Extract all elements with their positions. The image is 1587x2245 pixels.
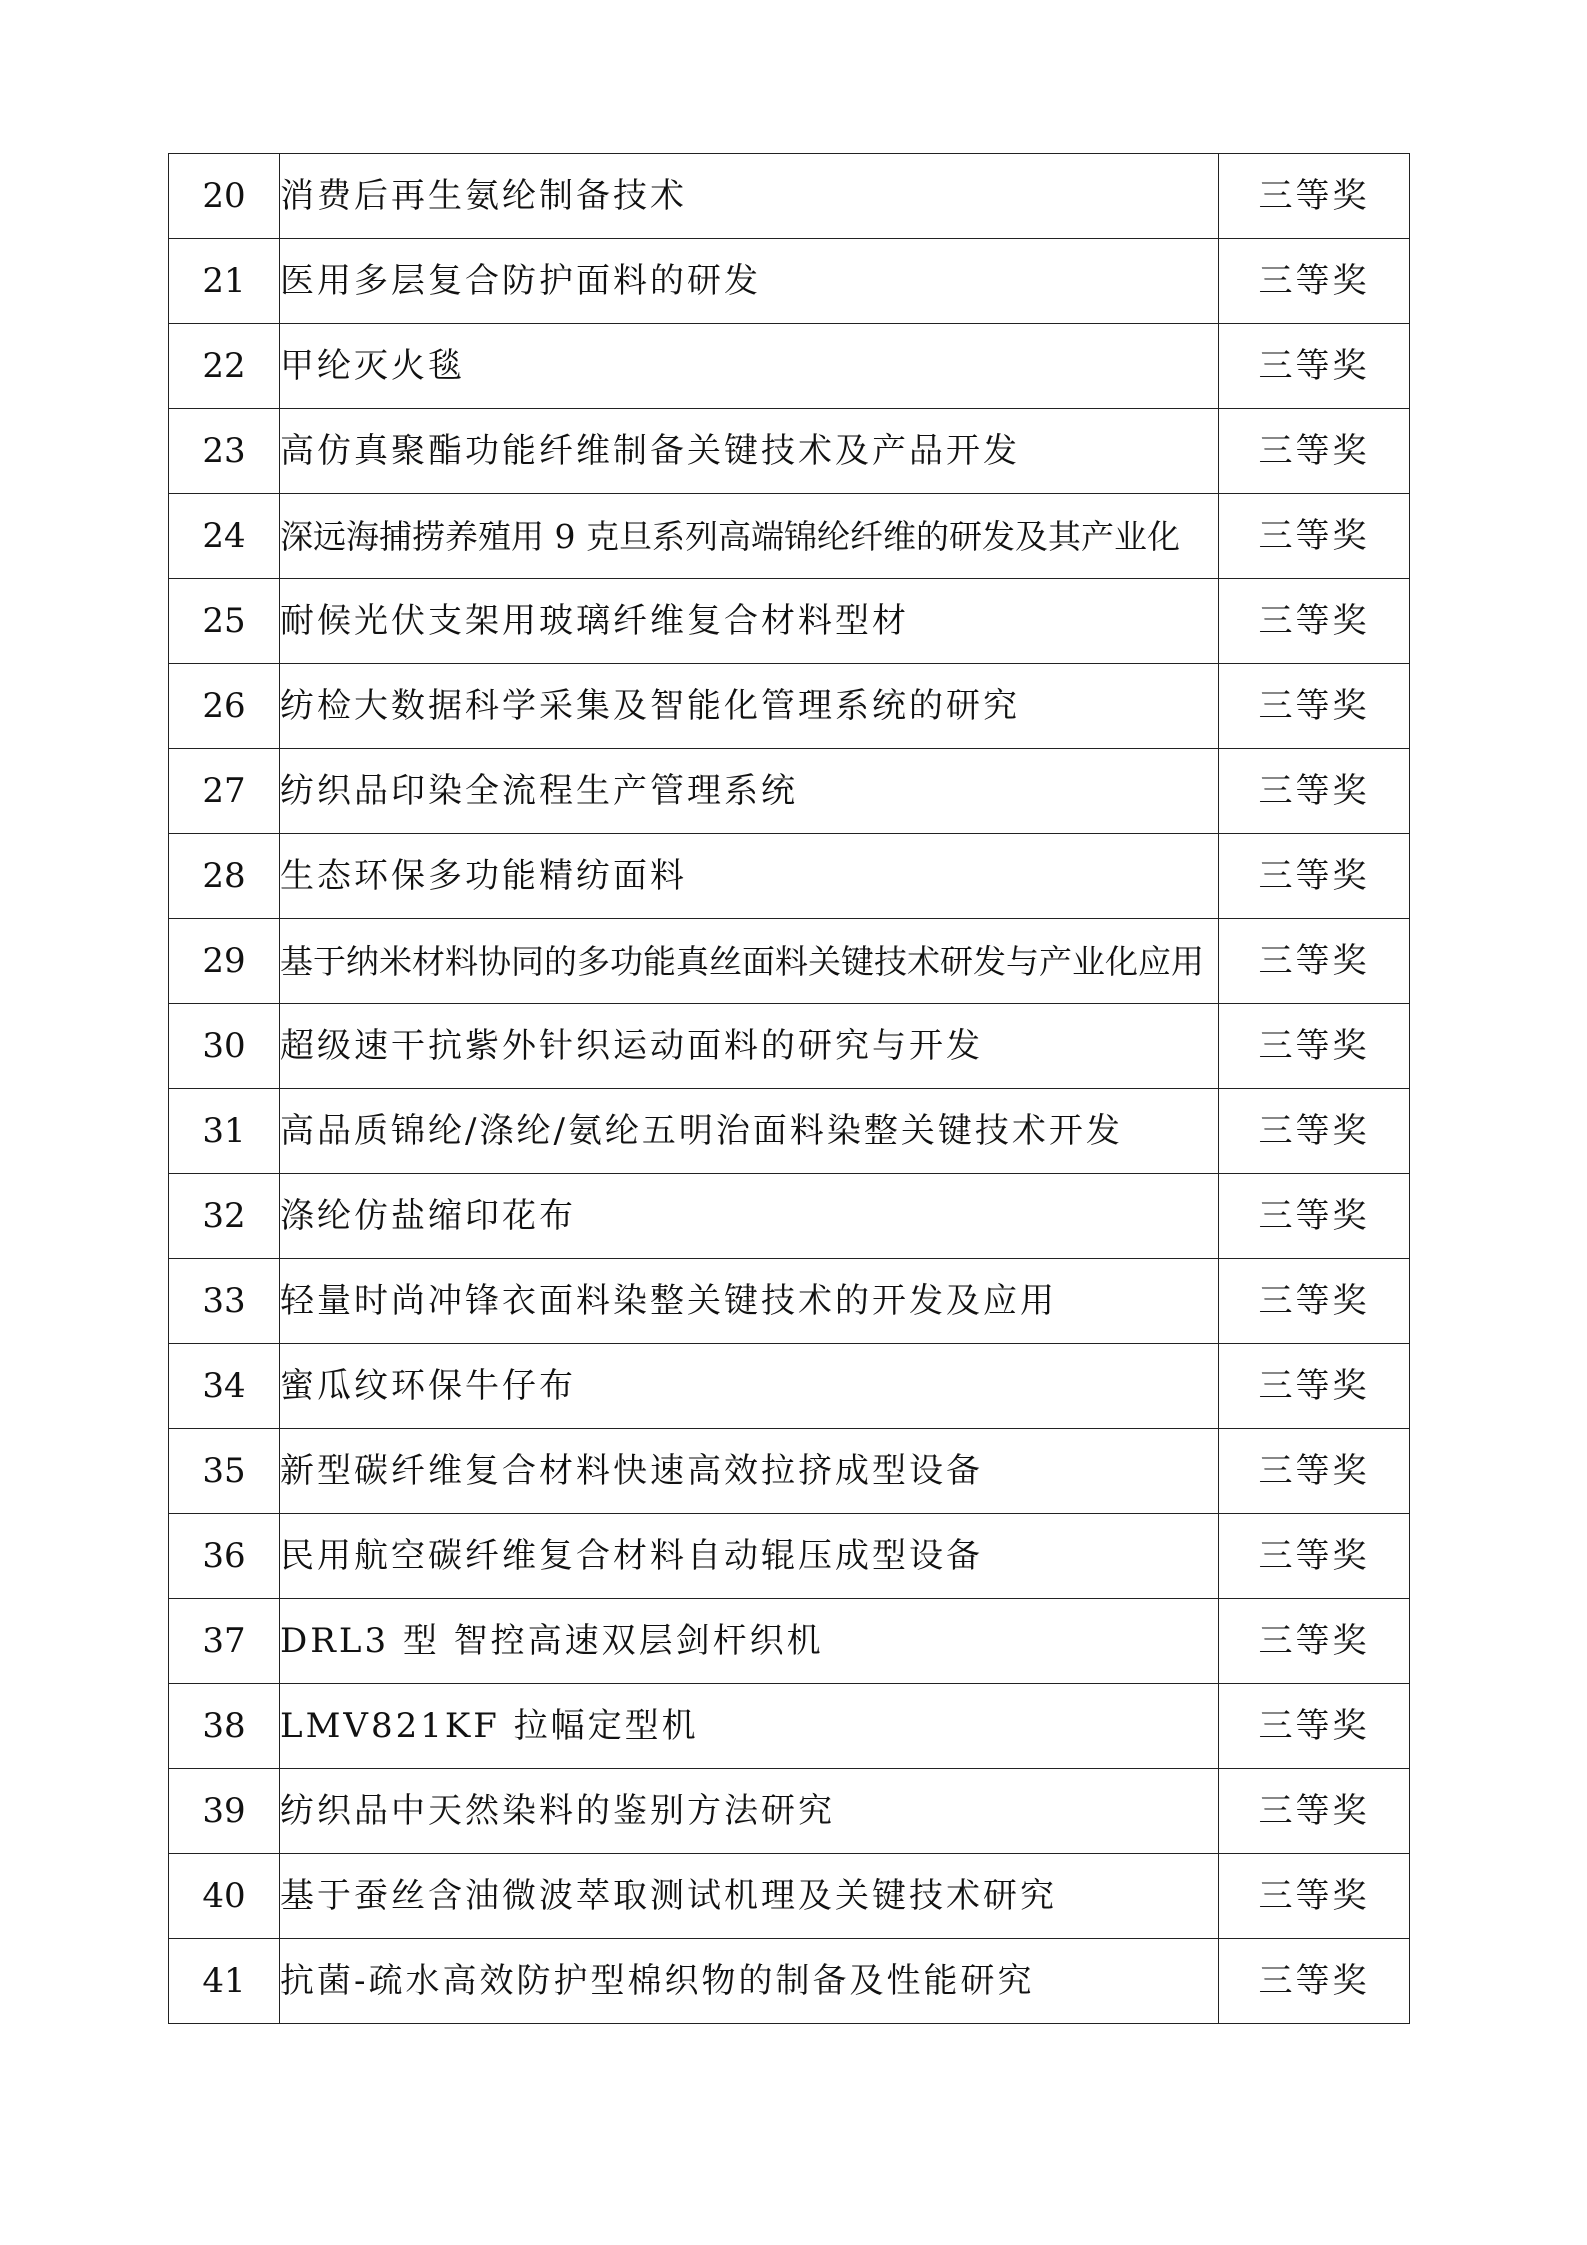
- table-row: [169, 1259, 1410, 1344]
- award-level: 三等奖: [1219, 579, 1410, 664]
- table-row: [169, 239, 1410, 324]
- project-name: 医用多层复合防护面料的研发: [280, 239, 1219, 324]
- project-name: 新型碳纤维复合材料快速高效拉挤成型设备: [280, 1429, 1219, 1514]
- project-name: 纺织品印染全流程生产管理系统: [280, 749, 1219, 834]
- award-level: 三等奖: [1219, 1684, 1410, 1769]
- row-number: 21: [169, 239, 280, 324]
- project-name: 纺检大数据科学采集及智能化管理系统的研究: [280, 664, 1219, 749]
- project-name: 基于蚕丝含油微波萃取测试机理及关键技术研究: [280, 1854, 1219, 1939]
- row-number: 30: [169, 1004, 280, 1089]
- table-row: [169, 1089, 1410, 1174]
- award-level: 三等奖: [1219, 324, 1410, 409]
- row-number: 41: [169, 1939, 280, 2024]
- award-level: 三等奖: [1219, 239, 1410, 324]
- table-row: [169, 1174, 1410, 1259]
- award-level: 三等奖: [1219, 154, 1410, 239]
- award-level: 三等奖: [1219, 1769, 1410, 1854]
- row-number: 40: [169, 1854, 280, 1939]
- table-row: [169, 324, 1410, 409]
- table-row: [169, 1429, 1410, 1514]
- row-number: 35: [169, 1429, 280, 1514]
- award-level: 三等奖: [1219, 1344, 1410, 1429]
- award-level: 三等奖: [1219, 1429, 1410, 1514]
- award-level: 三等奖: [1219, 1089, 1410, 1174]
- award-level: 三等奖: [1219, 834, 1410, 919]
- row-number: 36: [169, 1514, 280, 1599]
- row-number: 25: [169, 579, 280, 664]
- project-name: 消费后再生氨纶制备技术: [280, 154, 1219, 239]
- row-number: 33: [169, 1259, 280, 1344]
- project-name: 涤纶仿盐缩印花布: [280, 1174, 1219, 1259]
- project-name: 基于纳米材料协同的多功能真丝面料关键技术研发与产业化应用: [280, 919, 1219, 1004]
- table-row: [169, 919, 1410, 1004]
- row-number: 20: [169, 154, 280, 239]
- row-number: 31: [169, 1089, 280, 1174]
- award-level: 三等奖: [1219, 1599, 1410, 1684]
- row-number: 23: [169, 409, 280, 494]
- row-number: 26: [169, 664, 280, 749]
- row-number: 34: [169, 1344, 280, 1429]
- row-number: 28: [169, 834, 280, 919]
- table-row: [169, 494, 1410, 579]
- table-row: [169, 1939, 1410, 2024]
- award-level: 三等奖: [1219, 1174, 1410, 1259]
- award-level: 三等奖: [1219, 1259, 1410, 1344]
- row-number: 38: [169, 1684, 280, 1769]
- project-name: 民用航空碳纤维复合材料自动辊压成型设备: [280, 1514, 1219, 1599]
- award-level: 三等奖: [1219, 1939, 1410, 2024]
- table-row: [169, 1514, 1410, 1599]
- project-name: 抗菌-疏水高效防护型棉织物的制备及性能研究: [280, 1939, 1219, 2024]
- award-level: 三等奖: [1219, 1854, 1410, 1939]
- table-row: [169, 834, 1410, 919]
- table-row: [169, 1854, 1410, 1939]
- award-level: 三等奖: [1219, 749, 1410, 834]
- row-number: 39: [169, 1769, 280, 1854]
- project-name: 轻量时尚冲锋衣面料染整关键技术的开发及应用: [280, 1259, 1219, 1344]
- award-level: 三等奖: [1219, 409, 1410, 494]
- project-name: 甲纶灭火毯: [280, 324, 1219, 409]
- table-row: [169, 409, 1410, 494]
- row-number: 24: [169, 494, 280, 579]
- row-number: 22: [169, 324, 280, 409]
- award-table: [168, 153, 1410, 2024]
- award-level: 三等奖: [1219, 1514, 1410, 1599]
- project-name: 生态环保多功能精纺面料: [280, 834, 1219, 919]
- project-name: LMV821KF 拉幅定型机: [280, 1684, 1219, 1769]
- row-number: 32: [169, 1174, 280, 1259]
- award-level: 三等奖: [1219, 664, 1410, 749]
- project-name: 耐候光伏支架用玻璃纤维复合材料型材: [280, 579, 1219, 664]
- table-row: [169, 154, 1410, 239]
- row-number: 27: [169, 749, 280, 834]
- row-number: 29: [169, 919, 280, 1004]
- table-row: [169, 1599, 1410, 1684]
- project-name: 高品质锦纶/涤纶/氨纶五明治面料染整关键技术开发: [280, 1089, 1219, 1174]
- project-name: 蜜瓜纹环保牛仔布: [280, 1344, 1219, 1429]
- table-row: [169, 664, 1410, 749]
- table-row: [169, 1684, 1410, 1769]
- row-number: 37: [169, 1599, 280, 1684]
- table-row: [169, 579, 1410, 664]
- project-name: DRL3 型 智控高速双层剑杆织机: [280, 1599, 1219, 1684]
- project-name: 超级速干抗紫外针织运动面料的研究与开发: [280, 1004, 1219, 1089]
- project-name: 深远海捕捞养殖用 9 克旦系列高端锦纶纤维的研发及其产业化: [280, 494, 1219, 579]
- table-row: [169, 1344, 1410, 1429]
- table-row: [169, 1004, 1410, 1089]
- award-level: 三等奖: [1219, 919, 1410, 1004]
- award-level: 三等奖: [1219, 494, 1410, 579]
- table-row: [169, 1769, 1410, 1854]
- table-row: [169, 749, 1410, 834]
- award-level: 三等奖: [1219, 1004, 1410, 1089]
- project-name: 纺织品中天然染料的鉴别方法研究: [280, 1769, 1219, 1854]
- project-name: 高仿真聚酯功能纤维制备关键技术及产品开发: [280, 409, 1219, 494]
